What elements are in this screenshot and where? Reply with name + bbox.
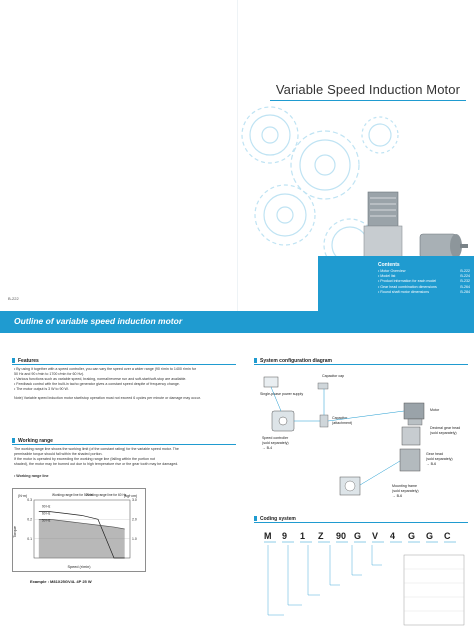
gear-ref: → B-6 <box>426 462 437 466</box>
code-brackets <box>268 545 382 615</box>
bracket-sub: (sold separately) <box>392 489 419 493</box>
section-marker <box>12 438 15 443</box>
contents-item-label: • Product information for each model <box>378 279 437 284</box>
working-range-heading <box>12 437 53 444</box>
controller-sub: (sold separately) <box>262 441 289 445</box>
contents-item-label: • Motor Overview <box>378 269 406 273</box>
code-character: 4 <box>390 531 396 541</box>
series-tag: 60 Hz <box>42 511 51 516</box>
x-axis-label: Speed (r/min) <box>67 565 91 569</box>
code-character: Z <box>318 531 324 541</box>
gear-sub: (sold separately) <box>426 457 453 461</box>
section-marker <box>254 516 257 521</box>
bracket-ref: → B-6 <box>392 494 403 498</box>
features-line: • Feedback control with the built-in tacho generator gives a constant speed despite of frequency change. <box>14 382 180 386</box>
code-row <box>264 531 456 542</box>
code-character: 1 <box>300 531 306 541</box>
working-range-line: If the motor is operated by exceeding the working range line (falling within the portion not <box>14 457 156 461</box>
code-character: G <box>354 531 362 541</box>
features-line: • The motor output is 3 W to 90 W. <box>14 387 69 391</box>
working-range-line: shaded), the motor may be burned out due to high temperature rise or the gear tooth may be damaged. <box>14 462 179 466</box>
motor-flange-icon <box>408 419 422 425</box>
bracket-line <box>352 545 362 575</box>
y-tick-label: 0.1 <box>27 536 32 541</box>
features-line: 50 Hz and 90 r/min to 1700 r/min for 60 Hz). <box>14 372 85 376</box>
bracket-line <box>288 545 302 605</box>
features-line: • Various functions such as variable speed, braking, normal/reverse run and soft-start/soft-stop are available. <box>14 377 187 381</box>
contents-list <box>378 269 470 295</box>
connector-line <box>271 387 281 411</box>
controller-label: Speed controller <box>262 436 289 440</box>
capacitor-label: Capacitor <box>332 416 348 420</box>
banner-title: Outline of variable speed induction motor <box>14 316 183 326</box>
section-marker <box>12 358 15 363</box>
coding-diagram <box>254 525 468 629</box>
legend-label: Working range line for 50 Hz <box>52 493 93 497</box>
bracket-line <box>268 545 284 615</box>
y-tick-label: 0.2 <box>27 517 32 522</box>
contents-item-label: • Gear head combination dimensions <box>378 284 437 289</box>
contents-panel <box>318 256 474 316</box>
features-heading <box>12 357 39 364</box>
contents-item-page: B-284 <box>460 289 470 294</box>
capacitor-cap-label: Capacitor cap <box>322 374 345 378</box>
gear-head-icon <box>400 449 420 471</box>
coding-rule <box>254 522 468 523</box>
chart-heading: • Working range line <box>14 474 49 478</box>
code-character: C <box>444 531 451 541</box>
capacitor-icon <box>320 415 328 427</box>
system-title: System configuration diagram <box>260 357 332 364</box>
features-body <box>14 367 236 401</box>
y-tick-label-right: 3.0 <box>132 498 137 503</box>
y-tick-label-right: 2.0 <box>132 517 137 522</box>
contents-title: Contents <box>378 262 400 268</box>
working-range-title: Working range <box>18 437 53 444</box>
contents-item-label: • Model list <box>378 274 396 279</box>
system-diagram <box>254 365 468 507</box>
chart-caption: Example : M81X25GV4L 4P 25 W <box>30 579 92 584</box>
power-supply-icon <box>264 377 278 387</box>
decimal-gear-icon <box>402 427 420 445</box>
page-number: B-222 <box>8 296 19 301</box>
power-label: Single-phase power supply <box>260 392 304 396</box>
page-title: Variable Speed Induction Motor <box>275 82 460 97</box>
section-marker <box>254 358 257 363</box>
contents-item-page: B-232 <box>460 279 470 284</box>
controller-ref: → B-4 <box>262 446 273 450</box>
working-range-body <box>14 447 236 467</box>
code-character: V <box>372 531 379 541</box>
decimal-label: Decimal gear head <box>430 426 461 430</box>
system-heading <box>254 357 332 364</box>
y-unit-left: (N·m) <box>18 494 28 498</box>
motor-label: Motor <box>430 408 440 412</box>
frame-hole-icon <box>345 481 355 491</box>
y-tick-label: 0.3 <box>27 498 32 503</box>
contents-item-page: B-224 <box>460 274 470 279</box>
code-character: G <box>426 531 434 541</box>
bracket-line <box>330 545 340 585</box>
bracket-line <box>308 545 320 595</box>
motor-icon <box>404 403 424 419</box>
section-banner <box>0 311 474 333</box>
features-line: • By using it together with a speed controller, you can vary the speed over a wider range (90 r/min to 1400 r/min for <box>14 367 197 371</box>
series-tag: 50 Hz <box>42 518 51 523</box>
contents-item[interactable] <box>378 290 470 295</box>
capacitor-sub: (attachment) <box>332 421 353 425</box>
y-tick-label-right: 1.0 <box>132 536 137 541</box>
capacitor-cap-icon <box>318 383 328 389</box>
legend-label: Working range line for 60 Hz <box>86 493 127 497</box>
connector-line <box>360 461 400 485</box>
code-character: 90 <box>336 531 347 541</box>
working-range-line: The working range line shows the working limit (of the constant rating) for the variable speed motor. The <box>14 447 179 451</box>
working-range-chart <box>12 488 146 572</box>
features-title: Features <box>18 357 39 364</box>
features-note: Note) Variable speed induction motor start/stop operation must not exceed 6 cycles per minute or damage may occur. <box>14 396 201 400</box>
working-range-rule <box>12 444 236 445</box>
series-tag: 90 Hz <box>42 504 51 509</box>
code-character: M <box>264 531 272 541</box>
contents-item-page: B-222 <box>460 269 470 273</box>
coding-title: Coding system <box>260 515 296 522</box>
y-unit-right: (kgf·cm) <box>124 494 138 498</box>
title-rule <box>270 100 466 101</box>
contents-item-label: • Round shaft motor dimensions <box>378 289 429 294</box>
features-rule <box>12 364 236 365</box>
bracket-line <box>372 545 382 565</box>
bracket-label: Mounting frame <box>392 484 417 488</box>
code-character: G <box>408 531 416 541</box>
working-range-line: permissible torque should fall within the shaded portion. <box>14 452 103 456</box>
y-axis-label: Torque <box>13 526 17 538</box>
gear-label: Gear head <box>426 452 443 456</box>
contents-item-page: B-264 <box>460 284 470 289</box>
code-table <box>404 555 464 625</box>
coding-heading <box>254 515 296 522</box>
decimal-sub: (sold separately) <box>430 431 457 435</box>
dial-icon <box>279 417 287 425</box>
code-character: 9 <box>282 531 288 541</box>
code-table-grid <box>404 569 464 611</box>
